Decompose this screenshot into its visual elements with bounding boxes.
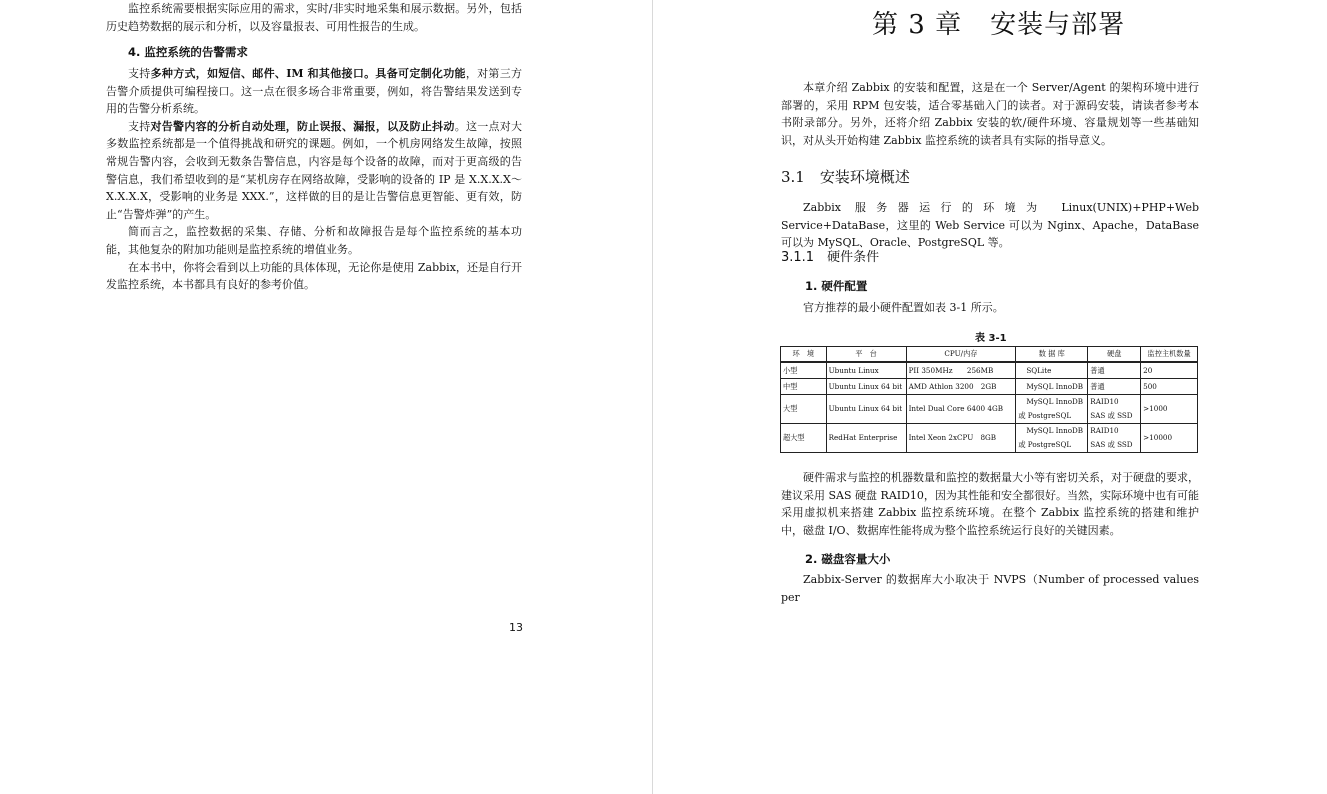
alert-paragraph-1-lead: 支持 (128, 67, 151, 80)
cell-platform: Ubuntu Linux 64 bit (826, 395, 906, 424)
cell-database-line: MySQL InnoDB (1026, 397, 1084, 406)
environment-text: Zabbix 服务器运行的环境为 Linux(UNIX)+PHP+Web Service+DataBase，这里的 Web Service 可以为 Nginx、Apache，DataBase 可以为 MySQL、Oracle、PostgreSQL 等。 (781, 201, 1199, 250)
cell-disk-line: SAS 或 SSD (1090, 440, 1133, 449)
cell-host-count: 500 (1141, 379, 1198, 395)
header-database: 数 据 库 (1016, 347, 1088, 363)
table-row (781, 395, 1198, 424)
hardware-intro-text: 官方推荐的最小硬件配置如表 3-1 所示。 (803, 301, 1004, 314)
table-header-row (781, 347, 1198, 363)
disk-capacity-paragraph (781, 571, 1199, 606)
header-environment: 环 境 (781, 347, 827, 363)
alert-paragraph-2-bold: 对告警内容的分析自动处理，防止误报、漏报，以及防止抖动 (150, 119, 455, 133)
cell-disk (1088, 379, 1141, 395)
cell-database-line: 或 PostgreSQL (1018, 411, 1072, 420)
disk-capacity-heading: 2. 磁盘容量大小 (805, 552, 891, 566)
alert-paragraph-1 (106, 65, 522, 118)
chapter-title (872, 4, 1125, 41)
cell-platform: Ubuntu Linux (826, 362, 906, 379)
header-host-count: 监控主机数量 (1141, 347, 1198, 363)
cell-environment: 大型 (781, 395, 827, 424)
cell-database-line: 或 PostgreSQL (1018, 440, 1072, 449)
cell-disk-line: 普通 (1090, 365, 1105, 375)
hardware-requirements-table (780, 346, 1198, 453)
summary-paragraph: 简而言之，监控数据的采集、存储、分析和故障报告是每个监控系统的基本功能，其他复杂的附加功能则是监控系统的增值业务。 (106, 225, 522, 256)
cell-environment: 中型 (781, 379, 827, 395)
hardware-config-heading: 1. 硬件配置 (805, 279, 868, 293)
hardware-relation-text: 硬件需求与监控的机器数量和监控的数据量大小等有密切关系，对于硬盘的要求，建议采用 SAS 硬盘 RAID10，因为其性能和安全都很好。当然，实际环境中也有可能采用虚拟机来搭建 Zabbix 监控系统环境。在整个 Zabbix 监控系统的搭建和维护中，磁盘 I/O、数据库性能将成为整个监控系统运行良好的关键因素。 (781, 471, 1199, 537)
cell-cpu-memory: Intel Xeon 2xCPU 8GB (906, 424, 1016, 453)
cell-database (1016, 362, 1088, 379)
cell-disk (1088, 424, 1141, 453)
cell-platform: Ubuntu Linux 64 bit (826, 379, 906, 395)
header-platform: 平 台 (826, 347, 906, 363)
section-3-1-title: 3.1 安装环境概述 (781, 168, 910, 186)
cell-disk-line: RAID10 (1090, 397, 1119, 406)
chapter-name: 安装与部署 (990, 10, 1126, 40)
hardware-intro-paragraph (781, 299, 1199, 317)
cell-database (1016, 395, 1088, 424)
left-alert-paragraphs (106, 65, 522, 294)
cell-cpu-memory: Intel Dual Core 6400 4GB (906, 395, 1016, 424)
cell-disk-line: RAID10 (1090, 426, 1119, 435)
chapter-intro-text: 本章介绍 Zabbix 的安装和配置，这是在一个 Server/Agent 的架构环境中进行部署的，采用 RPM 包安装，适合零基础入门的读者。对于源码安装，请读者参考本书附录部分。另外，还将介绍 Zabbix 安装的软/硬件环境、容量规划等一些基础知识，对从头开始构建 Zabbix 监控系统的读者具有实际的指导意义。 (781, 81, 1199, 147)
book-value-paragraph: 在本书中，你将会看到以上功能的具体体现，无论你是使用 Zabbix，还是自行开发监控系统，本书都具有良好的参考价值。 (106, 260, 522, 292)
cell-disk-line: 普通 (1090, 381, 1105, 391)
header-cpu-memory: CPU/内存 (906, 347, 1016, 363)
environment-paragraph (781, 199, 1199, 252)
cell-cpu-memory: PII 350MHz 256MB (906, 362, 1016, 379)
cell-disk-line: SAS 或 SSD (1090, 411, 1133, 420)
intro-text: 监控系统需要根据实际应用的需求，实时/非实时地采集和展示数据。另外，包括历史趋势数据的展示和分析，以及容量报表、可用性报告的生成。 (106, 2, 522, 33)
table-row (781, 379, 1198, 395)
cell-host-count: >1000 (1141, 395, 1198, 424)
cell-host-count: 20 (1141, 362, 1198, 379)
left-intro-paragraph (106, 0, 522, 35)
cell-platform: RedHat Enterprise (826, 424, 906, 453)
disk-capacity-text: Zabbix-Server 的数据库大小取决于 NVPS（Number of processed values per (781, 573, 1199, 604)
hardware-relation-paragraph (781, 469, 1199, 539)
cell-database-line: MySQL InnoDB (1026, 426, 1084, 435)
alert-paragraph-1-bold: 多种方式，如短信、邮件、IM 和其他接口。具备可定制化功能 (150, 67, 466, 80)
cell-cpu-memory: AMD Athlon 3200 2GB (906, 379, 1016, 395)
table-caption: 表 3-1 (975, 333, 1007, 344)
alert-paragraph-1-rest: ，对第三方告警介质提供可编程接口。这一点在很多场合非常重要，例如，将告警结果发送到专用的告警分析系统。 (106, 67, 523, 116)
cell-database (1016, 424, 1088, 453)
alert-paragraph-2 (106, 118, 522, 224)
header-disk: 硬盘 (1088, 347, 1141, 363)
alert-paragraph-2-lead: 支持 (128, 119, 151, 133)
cell-environment: 小型 (781, 362, 827, 379)
alert-paragraph-2-rest: 。这一点对大多数监控系统都是一个值得挑战和研究的课题。例如，一个机房网络发生故障，按照常规告警内容，会收到无数条告警信息，内容是每个设备的故障，而对于更高级的告警信息，我们希望收到的是“某机房存在网络故障，受影响的设备的 IP 是 X.X.X.X～X.X.X.X，受影响的业务是 XXX.”，这样做的目的是让告警信息更智能、更有效，防止“告警炸弹”的产生。 (106, 119, 523, 221)
cell-database-line: SQLite (1026, 365, 1052, 375)
cell-database-line: MySQL InnoDB (1026, 381, 1084, 391)
table-row (781, 424, 1198, 453)
chapter-intro-paragraph (781, 79, 1199, 149)
section-3-1-1-title: 3.1.1 硬件条件 (781, 250, 880, 265)
page-number: 13 (509, 621, 523, 634)
alert-requirements-heading: 4. 监控系统的告警需求 (128, 45, 248, 59)
cell-disk (1088, 362, 1141, 379)
chapter-label: 第 3 章 (872, 10, 963, 40)
cell-database (1016, 379, 1088, 395)
cell-environment: 超大型 (781, 424, 827, 453)
table-row (781, 362, 1198, 379)
cell-disk (1088, 395, 1141, 424)
cell-host-count: >10000 (1141, 424, 1198, 453)
